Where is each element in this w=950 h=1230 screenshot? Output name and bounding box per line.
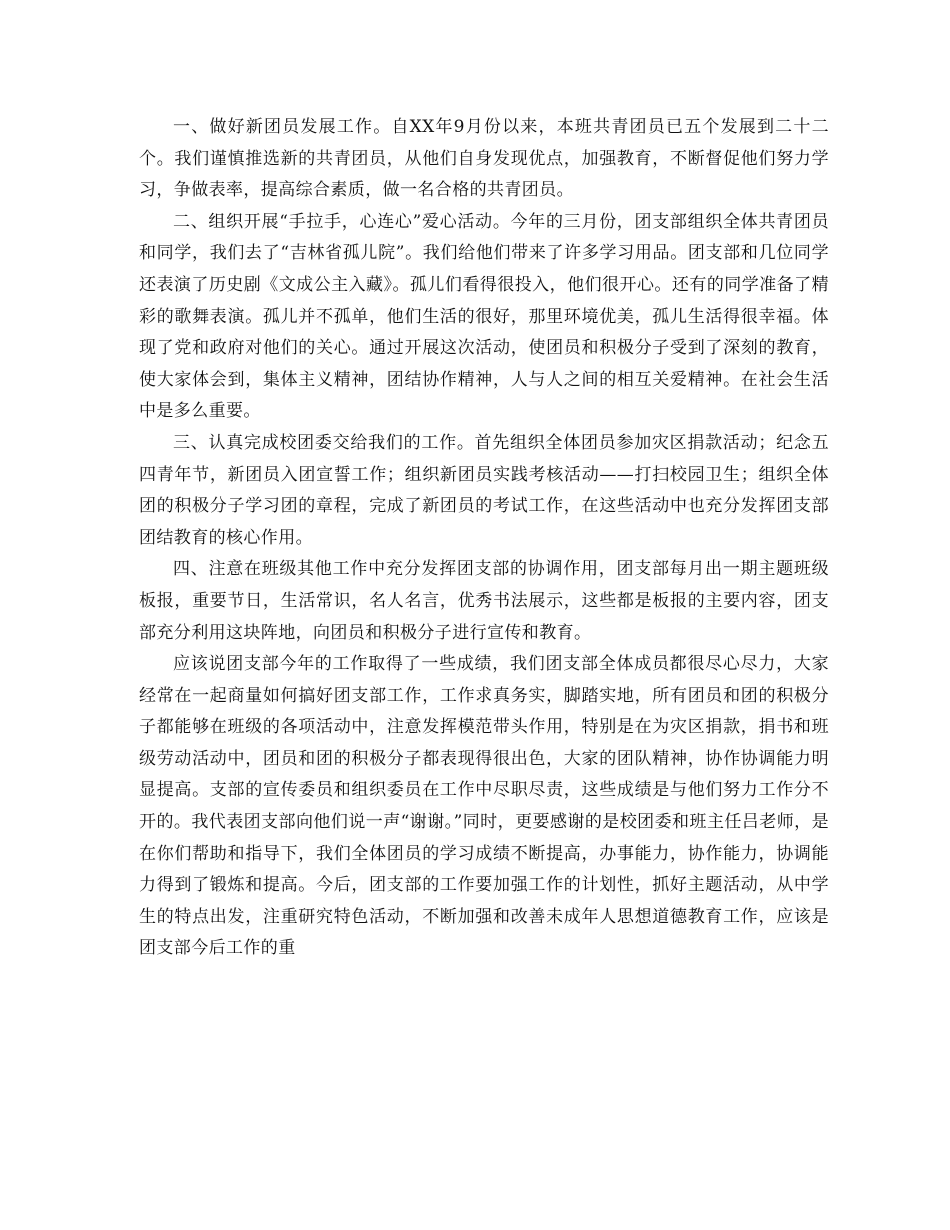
paragraph-new-member-development: 一、做好新团员发展工作。自XX年9月份以来，本班共青团员已五个发展到二十二个。我们谨慎推选新的共青团员，从他们自身发现优点，加强教育，不断督促他们努力学习，争做表率，提高综合素质，做一名合格的共青团员。 <box>139 117 829 201</box>
paragraph-charity-activity: 二、组织开展“手拉手，心连心”爱心活动。今年的三月份，团支部组织全体共青团员和同学，我们去了“吉林省孤儿院”。我们给他们带来了许多学习用品。团支部和几位同学还表演了历史剧《文成公主入藏》。孤儿们看得很投入，他们很开心。还有的同学准备了精彩的歌舞表演。孤儿并不孤单，他们生活的很好，那里环境优美，孤儿生活得很幸福。体现了党和政府对他们的关心。通过开展这次活动，使团员和积极分子受到了深刻的教育，使大家体会到，集体主义精神，团结协作精神，人与人之间的相互关爱精神。在社会生活中是多么重要。 <box>139 211 829 422</box>
paragraph-summary: 应该说团支部今年的工作取得了一些成绩，我们团支部全体成员都很尽心尽力，大家经常在一起商量如何搞好团支部工作，工作求真务实，脚踏实地，所有团员和团的积极分子都能够在班级的各项活动中，注意发挥模范带头作用，特别是在为灾区捐款，捐书和班级劳动活动中，团员和团的积极分子都表现得很出色，大家的团队精神，协作协调能力明显提高。支部的宣传委员和组织委员在工作中尽职尽责，这些成绩是与他们努力工作分不开的。我代表团支部向他们说一声“谢谢。”同时，更要感谢的是校团委和班主任吕老师，是在你们帮助和指导下，我们全体团员的学习成绩不断提高，办事能力，协作能力，协调能力得到了锻炼和提高。今后，团支部的工作要加强工作的计划性，抓好主题活动，从中学生的特点出发，注重研究特色活动，不断加强和改善未成年人思想道德教育工作，应该是团支部今后工作的重 <box>139 654 829 959</box>
paragraph-blackboard-coordination: 四、注意在班级其他工作中充分发挥团支部的协调作用，团支部每月出一期主题班级板报，重要节日，生活常识，名人名言，优秀书法展示，这些都是板报的主要内容，团支部充分利用这块阵地，向团员和积极分子进行宣传和教育。 <box>139 559 829 643</box>
document-page <box>139 112 829 965</box>
paragraph-school-league-tasks: 三、认真完成校团委交给我们的工作。首先组织全体团员参加灾区捐款活动；纪念五四青年节，新团员入团宣誓工作；组织新团员实践考核活动——打扫校园卫生；组织全体团的积极分子学习团的章程，完成了新团员的考试工作，在这些活动中也充分发挥团支部团结教育的核心作用。 <box>139 432 829 548</box>
